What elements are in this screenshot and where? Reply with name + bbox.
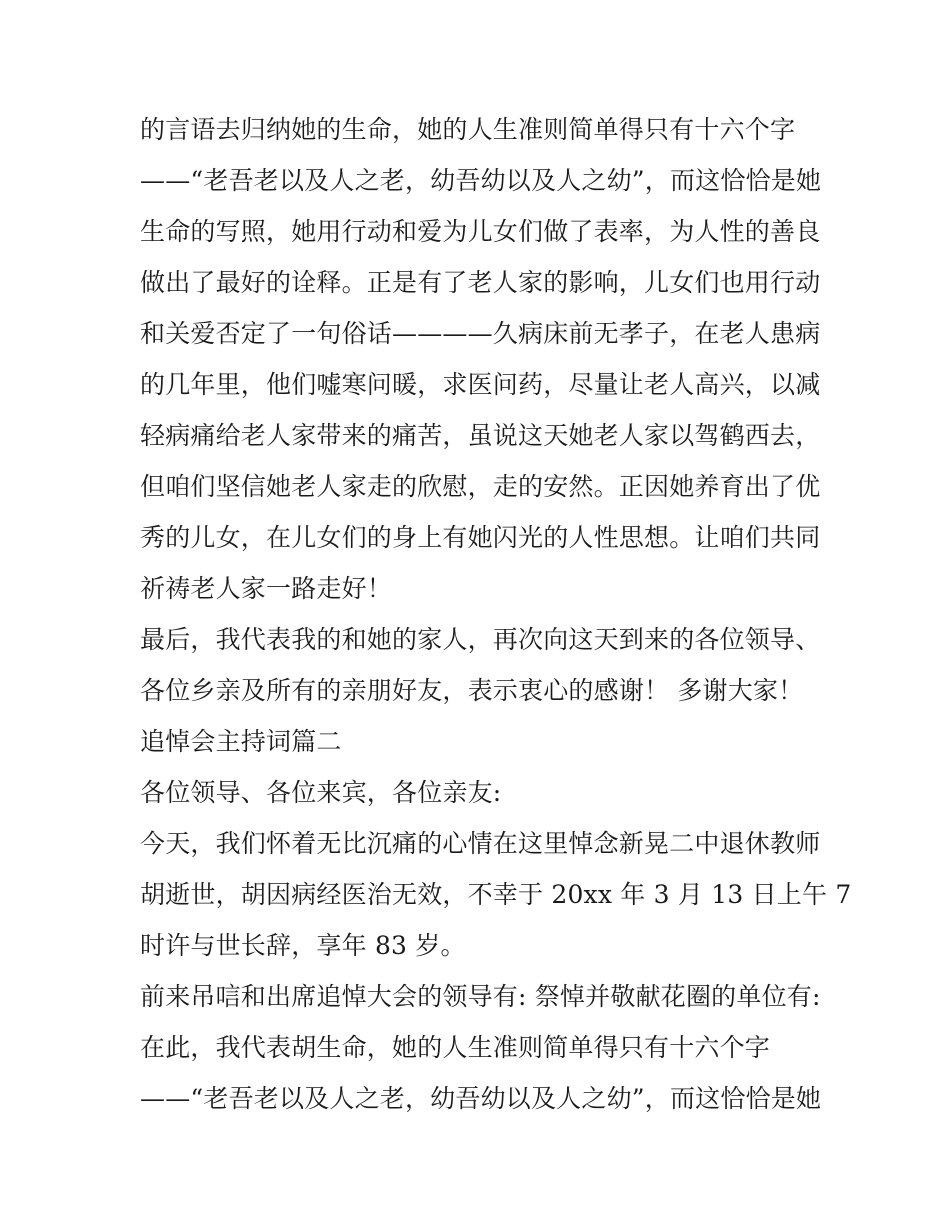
text-line: 的几年里，他们嘘寒问暖，求医问药，尽量让老人高兴，以减 [140,370,821,399]
text-line: 的言语去归纳她的生命，她的人生准则简单得只有十六个字 [140,115,796,144]
text-line: 前来吊唁和出席追悼大会的领导有: 祭悼并敬献花圈的单位有: [140,982,821,1011]
text-line: 和关爱否定了一句俗话————久病床前无孝子，在老人患病 [140,319,821,348]
text-line: 轻病痛给老人家带来的痛苦，虽说这天她老人家以驾鹤西去， [140,421,821,450]
text-line: 最后，我代表我的和她的家人，再次向这天到来的各位领导、 [140,625,821,654]
text-line: 生命的写照，她用行动和爱为儿女们做了表率，为人性的善良 [140,217,821,246]
text-line: 各位乡亲及所有的亲朋好友，表示衷心的感谢！ 多谢大家！ [140,676,804,705]
salutation: 各位领导、各位来宾，各位亲友: [140,778,502,807]
text-line: 胡逝世，胡因病经医治无效，不幸于 20xx 年 3 月 13 日上午 7 [140,880,852,909]
text-line: 但咱们坚信她老人家走的欣慰，走的安然。正因她养育出了优 [140,472,821,501]
document-body [140,104,852,1124]
text-line: 今天，我们怀着无比沉痛的心情在这里悼念新晃二中退休教师 [140,829,821,858]
text-line: 祈祷老人家一路走好！ [140,574,393,603]
text-line: 秀的儿女，在儿女们的身上有她闪光的人性思想。让咱们共同 [140,523,821,552]
text-line: 做出了最好的诠释。正是有了老人家的影响，儿女们也用行动 [140,268,821,297]
section-heading: 追悼会主持词篇二 [140,727,342,756]
text-line: 在此，我代表胡生命，她的人生准则简单得只有十六个字 [140,1033,771,1062]
text-line: ——“老吾老以及人之老，幼吾幼以及人之幼”，而这恰恰是她 [140,1084,822,1113]
text-line: ——“老吾老以及人之老，幼吾幼以及人之幼”，而这恰恰是她 [140,166,822,195]
text-line: 时许与世长辞，享年 83 岁。 [140,931,466,960]
